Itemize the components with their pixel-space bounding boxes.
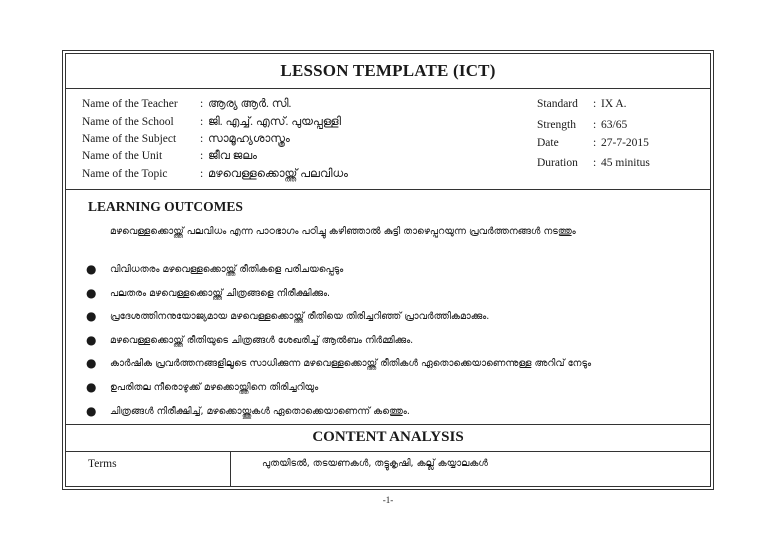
list-item — [88, 400, 708, 424]
info-colon: : — [200, 133, 204, 145]
info-row-duration — [537, 155, 707, 172]
info-row-unit — [82, 148, 522, 165]
bullet-icon: ● — [86, 379, 97, 394]
info-value: 27-7-2015 — [601, 137, 649, 149]
bullet-icon: ● — [86, 356, 97, 371]
info-label: Date — [537, 137, 559, 149]
info-colon: : — [200, 168, 204, 180]
info-label: Name of the Subject — [82, 133, 177, 145]
list-item-text: വിവിധതരം മഴവെള്ളക്കൊയ്ത്ത് രീതികളെ പരിചയപ്പെടും — [110, 264, 344, 275]
info-colon: : — [593, 157, 597, 169]
info-colon: : — [200, 98, 204, 110]
document-title: LESSON TEMPLATE (ICT) — [280, 61, 496, 80]
list-item-text: ചിത്രങ്ങൾ നിരീക്ഷിച്ച്, മഴക്കൊയ്ത്തുകൾ ഏതൊക്കെയാണെന്ന് കത്തെും. — [110, 405, 410, 417]
info-value: IX A. — [601, 98, 627, 110]
content-analysis-heading: CONTENT ANALYSIS — [312, 429, 464, 445]
info-colon: : — [200, 150, 204, 162]
info-colon: : — [593, 98, 597, 110]
info-label: Name of the School — [82, 116, 174, 128]
info-label: Standard — [537, 98, 578, 110]
list-item-text: മഴവെള്ളക്കൊയ്ത്ത് രീതിയുടെ ചിത്രങ്ങൾ ശേഖരിച്ച് ആൽബം നിർമ്മിക്കും. — [110, 334, 414, 346]
list-item-text: കാർഷിക പ്രവർത്തനങ്ങളിലൂടെ സാധിക്കുന്ന മഴവെള്ളക്കൊയ്ത്ത് രീതികൾ ഏതൊക്കെയാണെന്നുള്ള അറിവ് നേടും — [110, 358, 592, 370]
info-row-date — [537, 135, 707, 152]
info-label: Name of the Teacher — [82, 98, 178, 110]
info-row-school — [82, 114, 522, 131]
content-analysis-divider — [65, 451, 711, 452]
content-analysis-top-divider — [65, 424, 711, 425]
info-colon: : — [200, 116, 204, 128]
bullet-icon: ● — [86, 332, 97, 347]
info-row-strength — [537, 117, 707, 134]
list-item — [88, 282, 708, 306]
bullet-icon: ● — [86, 403, 97, 418]
learning-outcomes-list — [88, 258, 708, 423]
info-label: Strength — [537, 119, 576, 131]
list-item-text: പ്രദേശത്തിനനുയോജ്യമായ മഴവെള്ളക്കൊയ്ത്ത് രീതിയെ തിരിച്ചറിഞ്ഞ് പ്രാവർത്തികമാക്കും. — [110, 311, 490, 323]
info-row-teacher — [82, 96, 522, 113]
learning-outcomes-heading: LEARNING OUTCOMES — [88, 199, 243, 214]
info-value: സാമൂഹ്യശാസ്ത്രം — [208, 133, 290, 145]
info-colon: : — [593, 137, 597, 149]
bullet-icon: ● — [86, 309, 97, 324]
list-item — [88, 352, 708, 376]
info-row-subject — [82, 131, 522, 148]
list-item — [88, 305, 708, 329]
list-item — [88, 258, 708, 282]
info-value: ജി. എച്ച്. എസ്. പുയപ്പള്ളി — [208, 116, 342, 128]
info-row-standard — [537, 96, 707, 113]
info-value: മഴവെള്ളക്കൊയ്ത്ത് പലവിധം — [208, 168, 348, 180]
info-value: ജീവ ജലം — [208, 150, 258, 162]
info-row-topic — [82, 166, 522, 183]
info-label: Name of the Topic — [82, 168, 168, 180]
list-item-text: പലതരം മഴവെള്ളക്കൊയ്ത്ത് ചിത്രങ്ങളെ നിരീക്ഷിക്കും. — [110, 287, 331, 299]
info-colon: : — [593, 119, 597, 131]
info-value: 45 minitus — [601, 157, 650, 169]
title-divider — [65, 88, 711, 89]
list-item — [88, 329, 708, 353]
terms-column-divider — [230, 451, 231, 487]
list-item — [88, 376, 708, 400]
learning-outcomes-intro: മഴവെള്ളക്കൊയ്ത്ത് പലവിധം എന്ന പാഠഭാഗം പഠിച്ചു കഴിഞ്ഞാൽ കുട്ടി താഴെപ്പറയുന്ന പ്രവർത്തനങ്ങൾ നടത്തും — [110, 226, 576, 237]
page-number: -1- — [382, 495, 394, 505]
info-divider — [65, 189, 711, 190]
list-item-text: ഉപരിതല നീരൊഴുക്ക് മഴക്കൊയ്ത്തിനെ തിരിച്ചറിയും — [110, 381, 319, 393]
terms-label: Terms — [88, 458, 117, 470]
info-value: 63/65 — [601, 119, 628, 131]
bullet-icon: ● — [86, 262, 97, 276]
info-label: Name of the Unit — [82, 150, 163, 162]
terms-value: പുതയിടൽ, തടയണകൾ, തട്ടുകൃഷി, കല്ല് കയ്യാലകൾ — [262, 458, 488, 469]
bullet-icon: ● — [86, 285, 97, 300]
info-label: Duration — [537, 157, 578, 169]
info-value: ആര്യ ആർ. സി. — [208, 98, 292, 110]
